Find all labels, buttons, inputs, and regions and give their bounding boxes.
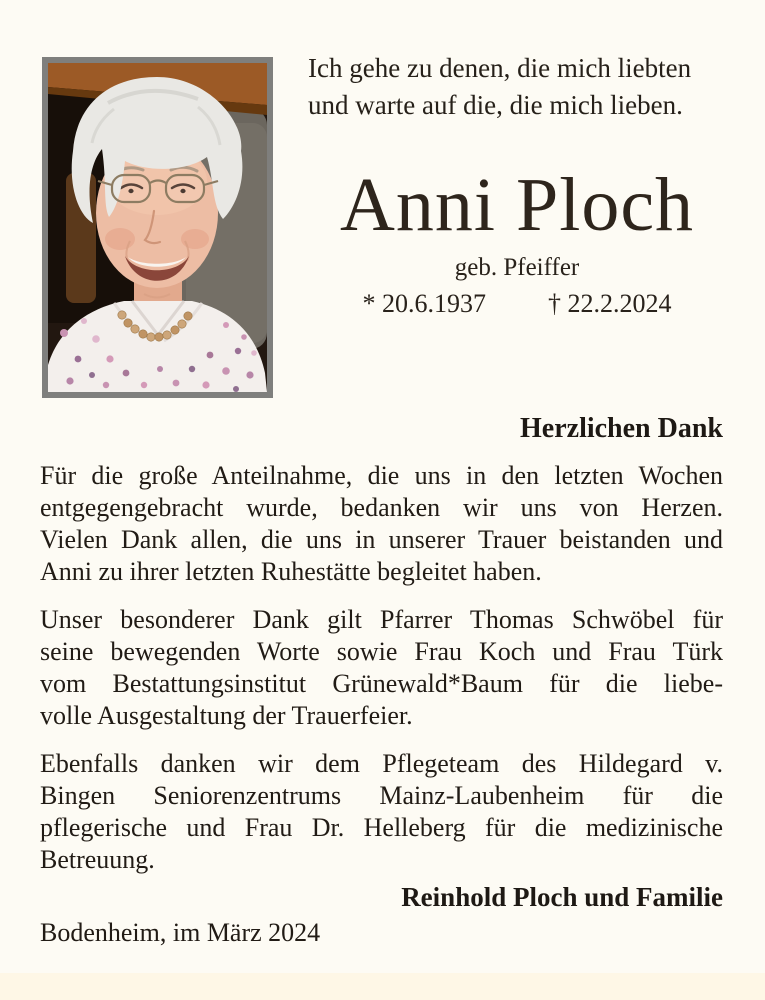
paragraph-line: Anni zu ihrer letzten Ruhestätte begleitet haben. (40, 557, 542, 586)
header-column (308, 50, 726, 319)
place-date: Bodenheim, im März 2024 (40, 918, 321, 947)
dank-heading: Herzlichen Dank (520, 413, 723, 444)
epitaph (308, 50, 726, 124)
portrait-photo-frame (42, 57, 273, 398)
scan-edge-band (0, 973, 765, 1000)
paragraph-line: Bingen Seniorenzentrums Mainz-Laubenheim für die (40, 781, 723, 810)
paragraph-line: pflegerische und Frau Dr. Helleberg für die medizinische (40, 813, 723, 842)
paragraph-line: volle Ausgestaltung der Trauerfeier. (40, 701, 413, 730)
deceased-name: Anni Ploch (339, 163, 695, 247)
paragraph-line: seine bewegenden Worte sowie Frau Koch und Frau Türk (40, 637, 723, 666)
paragraph-line: Für die große Anteilnahme, die uns in den letzten Wochen (40, 461, 723, 490)
portrait-illustration (48, 63, 267, 392)
epitaph-line-1: Ich gehe zu denen, die mich liebten (308, 53, 692, 83)
birth-date: * 20.6.1937 (362, 289, 486, 318)
paragraph-line: entgegengebracht wurde, bedanken wir uns von Herzen. (40, 493, 723, 522)
maiden-name: geb. Pfeiffer (454, 254, 580, 281)
life-dates (308, 289, 726, 319)
thank-you-content (40, 414, 723, 948)
paragraph-line: Unser besonderer Dank gilt Pfarrer Thomas Schwöbel für (40, 605, 723, 634)
paragraph-line: vom Bestattungsinstitut Grünewald*Baum für die liebe- (40, 669, 723, 698)
death-date: † 22.2.2024 (548, 289, 672, 318)
paragraph-line: Vielen Dank allen, die uns in unserer Trauer beistanden und (40, 525, 723, 554)
paragraph-3 (40, 748, 723, 876)
epitaph-line-2: und warte auf die, die mich lieben. (308, 90, 683, 120)
paragraph-line: Ebenfalls danken wir dem Pflegeteam des Hildegard v. (40, 749, 723, 778)
paragraph-line: Betreuung. (40, 845, 155, 874)
paragraph-1 (40, 460, 723, 588)
paragraph-2 (40, 604, 723, 732)
signature: Reinhold Ploch und Familie (401, 882, 723, 912)
